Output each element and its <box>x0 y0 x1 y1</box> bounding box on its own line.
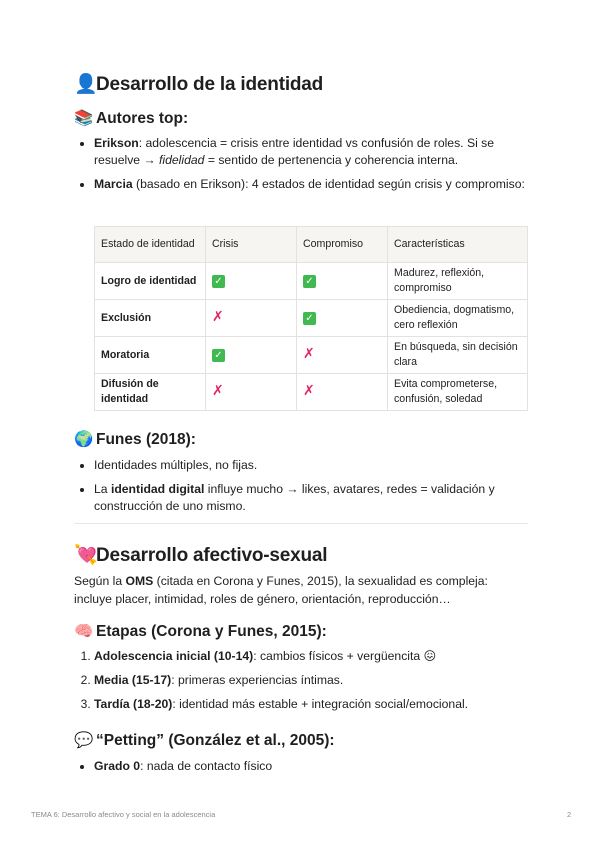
globe-icon: 🌍 <box>74 431 94 448</box>
heart-arrow-icon: 💘 <box>74 545 98 566</box>
header-compromiso: Compromiso <box>297 227 388 263</box>
cell-compromiso <box>297 263 388 300</box>
cross-icon: ✗ <box>212 308 224 324</box>
cell-crisis <box>206 374 297 411</box>
speech-bubble-icon: 💬 <box>74 732 94 749</box>
cell-caracteristicas: Evita comprometerse, confusión, soledad <box>388 374 528 411</box>
page-number: 2 <box>567 810 572 819</box>
cell-state: Logro de identidad <box>95 263 206 300</box>
petting-heading: 💬 “Petting” (González et al., 2005): <box>74 732 335 749</box>
table-row <box>95 263 528 300</box>
cell-caracteristicas: En búsqueda, sin decisión clara <box>388 337 528 374</box>
person-icon: 👤 <box>74 74 98 95</box>
list-item: • Identidades múltiples, no fijas. <box>94 457 528 474</box>
cell-caracteristicas: Madurez, reflexión, compromiso <box>388 263 528 300</box>
header-crisis: Crisis <box>206 227 297 263</box>
header-caracteristicas: Características <box>388 227 528 263</box>
petting-list <box>74 758 528 782</box>
table-header-row <box>95 227 528 263</box>
section-title-identity: 👤Desarrollo de la identidad <box>74 74 324 95</box>
stages-heading: 🧠 Etapas (Corona y Funes, 2015): <box>74 623 327 640</box>
check-icon: ✓ <box>212 349 225 362</box>
check-icon: ✓ <box>303 312 316 325</box>
cell-compromiso <box>297 374 388 411</box>
cell-state: Exclusión <box>95 300 206 337</box>
table-row <box>95 374 528 411</box>
table-row <box>95 300 528 337</box>
check-icon: ✓ <box>212 275 225 288</box>
cross-icon: ✗ <box>303 382 315 398</box>
table-row <box>95 337 528 374</box>
identity-states-table <box>94 226 528 411</box>
funes-heading: 🌍 Funes (2018): <box>74 431 196 448</box>
divider <box>74 523 528 524</box>
header-estado: Estado de identidad <box>95 227 206 263</box>
list-item: 1. Adolescencia inicial (10-14): cambios físicos + vergüencita 😖 <box>94 648 528 665</box>
footer-title: TEMA 6: Desarrollo afectivo y social en la adolescencia <box>31 810 216 819</box>
cell-state: Difusión de identidad <box>95 374 206 411</box>
cell-caracteristicas: Obediencia, dogmatismo, cero reflexión <box>388 300 528 337</box>
cell-compromiso <box>297 300 388 337</box>
check-icon: ✓ <box>303 275 316 288</box>
books-icon: 📚 <box>74 110 94 127</box>
list-item: 2. Media (15-17): primeras experiencias íntimas. <box>94 672 528 689</box>
authors-list <box>74 135 528 200</box>
cross-icon: ✗ <box>303 345 315 361</box>
cell-state: Moratoria <box>95 337 206 374</box>
funes-list <box>74 457 528 522</box>
cell-compromiso <box>297 337 388 374</box>
list-item: • Grado 0: nada de contacto físico <box>94 758 528 775</box>
authors-heading: 📚 Autores top: <box>74 110 189 127</box>
stages-list <box>74 648 528 720</box>
cell-crisis <box>206 300 297 337</box>
list-item-marcia: • Marcia (basado en Erikson): 4 estados de identidad según crisis y compromiso: <box>94 176 528 193</box>
cross-icon: ✗ <box>212 382 224 398</box>
list-item: • La identidad digital influye mucho → likes, avatares, redes = validación y construcción de uno mismo. <box>94 481 528 515</box>
list-item: 3. Tardía (18-20): identidad más estable + integración social/emocional. <box>94 696 528 713</box>
cell-crisis <box>206 337 297 374</box>
brain-icon: 🧠 <box>74 623 94 640</box>
section-title-affective: 💘Desarrollo afectivo-sexual <box>74 545 328 566</box>
oms-paragraph: Según la OMS (citada en Corona y Funes, 2015), la sexualidad es compleja: incluye placer, intimidad, roles de género, orientación, reproducción… <box>74 574 488 606</box>
cell-crisis <box>206 263 297 300</box>
list-item-erikson: • Erikson: adolescencia = crisis entre identidad vs confusión de roles. Si se resuelve → fidelidad = sentido de pertenencia y coherencia interna. <box>94 135 528 169</box>
